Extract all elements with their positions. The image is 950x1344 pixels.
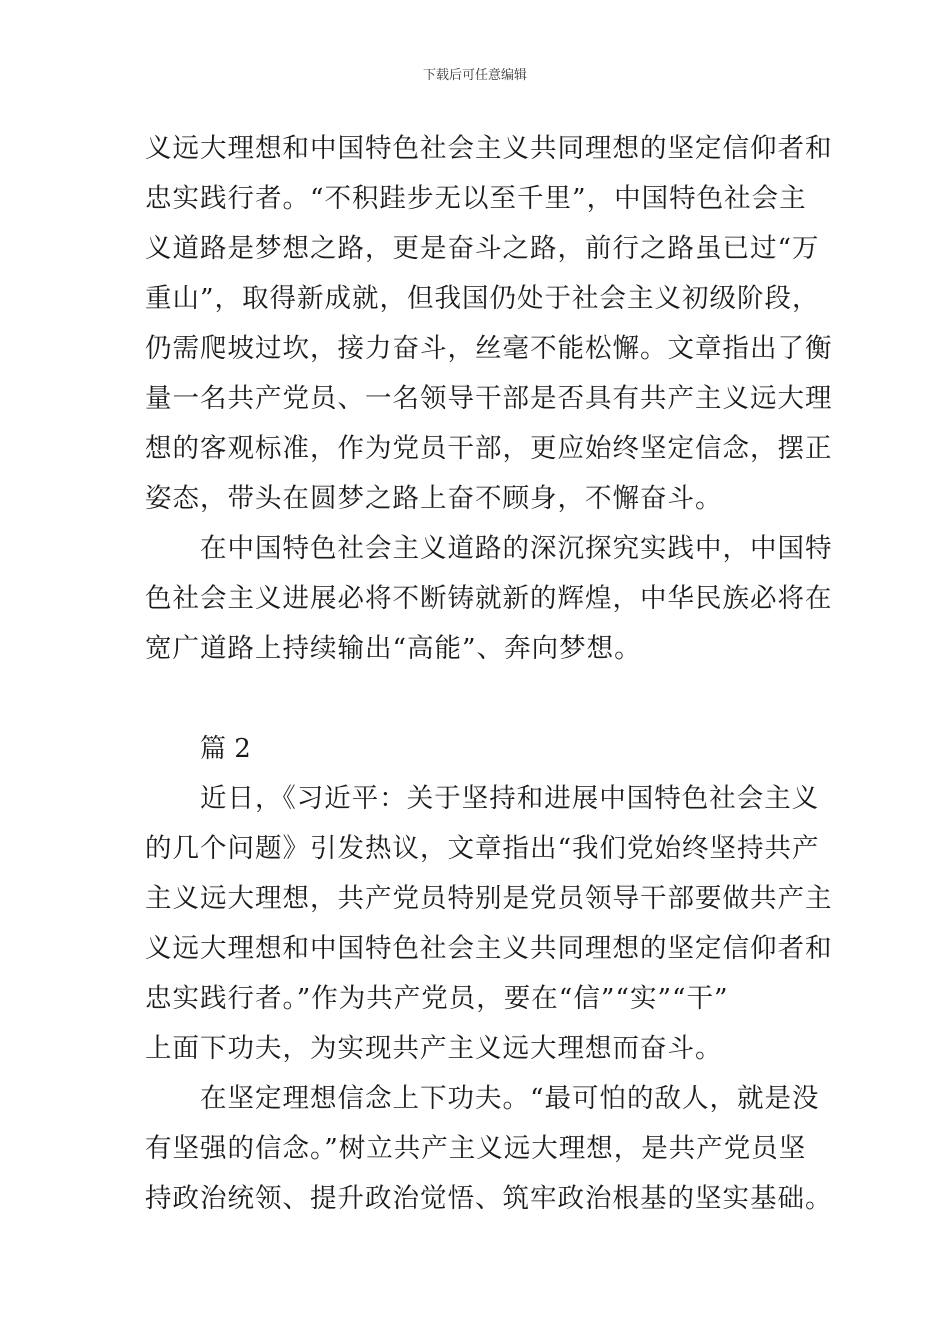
- text-line: 义远大理想和中国特色社会主义共同理想的坚定信仰者和: [145, 933, 833, 964]
- text-line: 姿态，带头在圆梦之路上奋不顾身，不懈奋斗。: [145, 483, 723, 514]
- text-line: 持政治统领、提升政治觉悟、筑牢政治根基的坚实基础。: [145, 1183, 833, 1214]
- text-line: 量一名共产党员、一名领导干部是否具有共产主义远大理: [145, 383, 833, 414]
- text-line: 在坚定理想信念上下功夫。“最可怕的敌人，就是没: [200, 1083, 820, 1114]
- section-heading: 篇 2: [200, 734, 251, 764]
- text-line: 义远大理想和中国特色社会主义共同理想的坚定信仰者和: [145, 133, 833, 164]
- text-line: 色社会主义进展必将不断铸就新的辉煌，中华民族必将在: [145, 583, 833, 614]
- blank-line: [145, 674, 810, 724]
- text-line: 义道路是梦想之路，更是奋斗之路，前行之路虽已过“万: [145, 233, 820, 264]
- document-body: [145, 124, 833, 1224]
- text-line: 主义远大理想，共产党员特别是党员领导干部要做共产主: [145, 883, 833, 914]
- text-line: 重山”，取得新成就，但我国仍处于社会主义初级阶段，: [145, 283, 820, 314]
- text-line: 忠实践行者。“不积跬步无以至千里”，中国特色社会主: [145, 183, 807, 214]
- page-header: 下载后可任意编辑: [422, 68, 527, 83]
- text-line: 宽广道路上持续输出“高能”、奔向梦想。: [145, 633, 642, 664]
- text-line: 上面下功夫，为实现共产主义远大理想而奋斗。: [145, 1033, 723, 1064]
- text-line: 想的客观标准，作为党员干部，更应始终坚定信念，摆正: [145, 433, 833, 464]
- text-line: 近日，《习近平：关于坚持和进展中国特色社会主义: [200, 783, 820, 814]
- paragraph: [145, 124, 833, 524]
- text-line: 的几个问题》引发热议，文章指出“我们党始终坚持共产: [145, 833, 820, 864]
- text-line: 在中国特色社会主义道路的深沉探究实践中，中国特: [200, 533, 833, 564]
- paragraph: [145, 1074, 833, 1224]
- paragraph: [145, 524, 833, 674]
- text-line: 仍需爬坡过坎，接力奋斗，丝毫不能松懈。文章指出了衡: [145, 333, 833, 364]
- text-line: 有坚强的信念。”树立共产主义远大理想，是共产党员坚: [145, 1133, 807, 1164]
- paragraph: [145, 774, 833, 1074]
- text-line: 忠实践行者。”作为共产党员，要在“信”“实”“干”: [145, 983, 729, 1014]
